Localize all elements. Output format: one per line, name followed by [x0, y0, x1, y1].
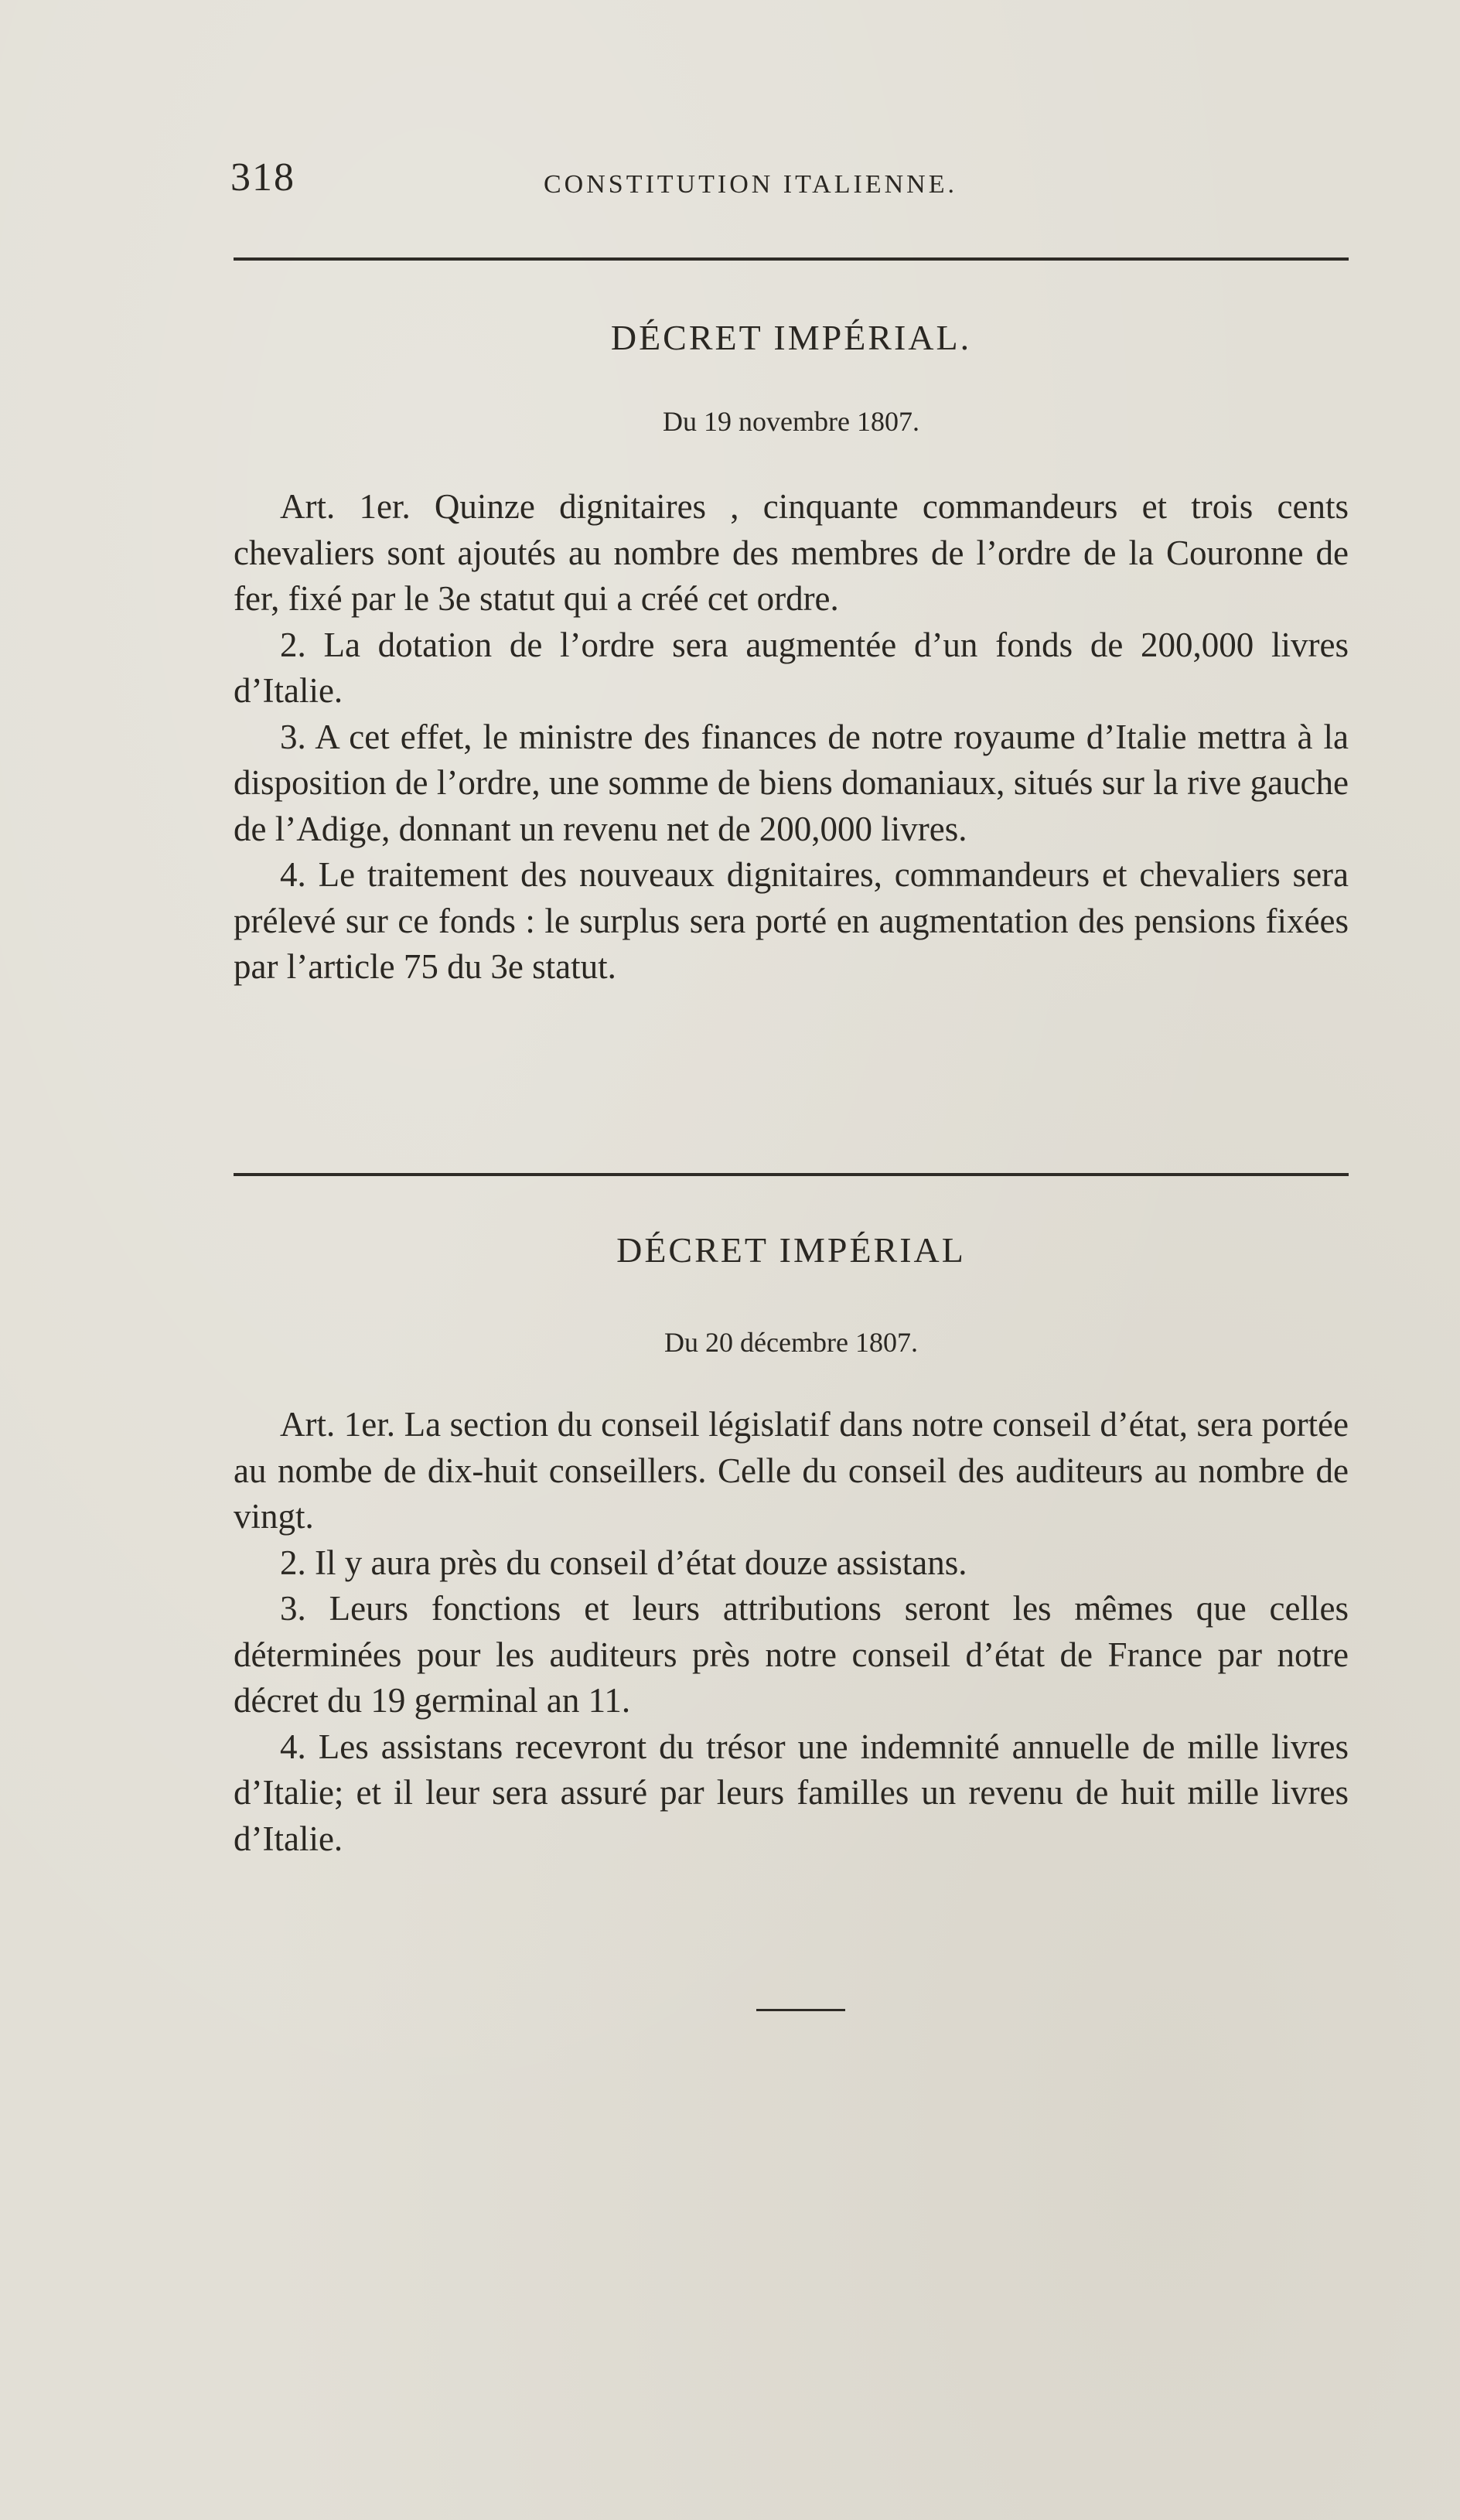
- decree-2-title: DÉCRET IMPÉRIAL: [616, 1230, 966, 1270]
- section-rule: [234, 1173, 1349, 1176]
- page-number: 318: [230, 155, 295, 199]
- decree-1-article-2: 2. La dotation de l’ordre sera augmentée d’un fonds de 200,000 livres d’Italie.: [234, 625, 1349, 710]
- decree-1-date: Du 19 novembre 1807.: [663, 406, 919, 437]
- decree-1-article-3: 3. A cet effet, le ministre des finances de notre royaume d’Italie mettra à la disposition de l’ordre, une somme de biens domaniaux, situés sur la rive gauche de l’Adige, donnant un revenu net de 200,000 livres.: [234, 717, 1349, 848]
- end-rule: [756, 2009, 845, 2011]
- decree-2-article-3: 3. Leurs fonctions et leurs attributions seront les mêmes que celles déterminées pour les auditeurs près notre conseil d’état de France par notre décret du 19 germinal an 11.: [234, 1589, 1349, 1720]
- decree-1-title: DÉCRET IMPÉRIAL.: [610, 318, 972, 357]
- running-title: CONSTITUTION ITALIENNE.: [544, 170, 957, 199]
- decree-2-body: [234, 1402, 1349, 1862]
- decree-2-article-2: 2. Il y aura près du conseil d’état douze assistans.: [280, 1543, 967, 1582]
- decree-1-article-4: 4. Le traitement des nouveaux dignitaires, commandeurs et chevaliers sera prélevé sur ce fonds : le surplus sera porté en augmentation des pensions fixées par l’article 75 du 3e statut.: [234, 855, 1349, 986]
- decree-2-article-1: Art. 1er. La section du conseil législatif dans notre conseil d’état, sera portée au nombe de dix-huit conseillers. Celle du conseil des auditeurs au nombre de vingt.: [234, 1405, 1349, 1536]
- decree-1-article-1: Art. 1er. Quinze dignitaires , cinquante commandeurs et trois cents chevaliers sont ajoutés au nombre des membres de l’ordre de la Couronne de fer, fixé par le 3e statut qui a créé cet ordre.: [234, 487, 1349, 618]
- decree-1-body: [234, 484, 1349, 991]
- running-head: [230, 155, 1027, 209]
- top-rule: [234, 257, 1349, 261]
- decree-2-article-4: 4. Les assistans recevront du trésor une indemnité annuelle de mille livres d’Italie; et il leur sera assuré par leurs familles un revenu de huit mille livres d’Italie.: [234, 1727, 1349, 1858]
- decree-2-date: Du 20 décembre 1807.: [664, 1327, 918, 1358]
